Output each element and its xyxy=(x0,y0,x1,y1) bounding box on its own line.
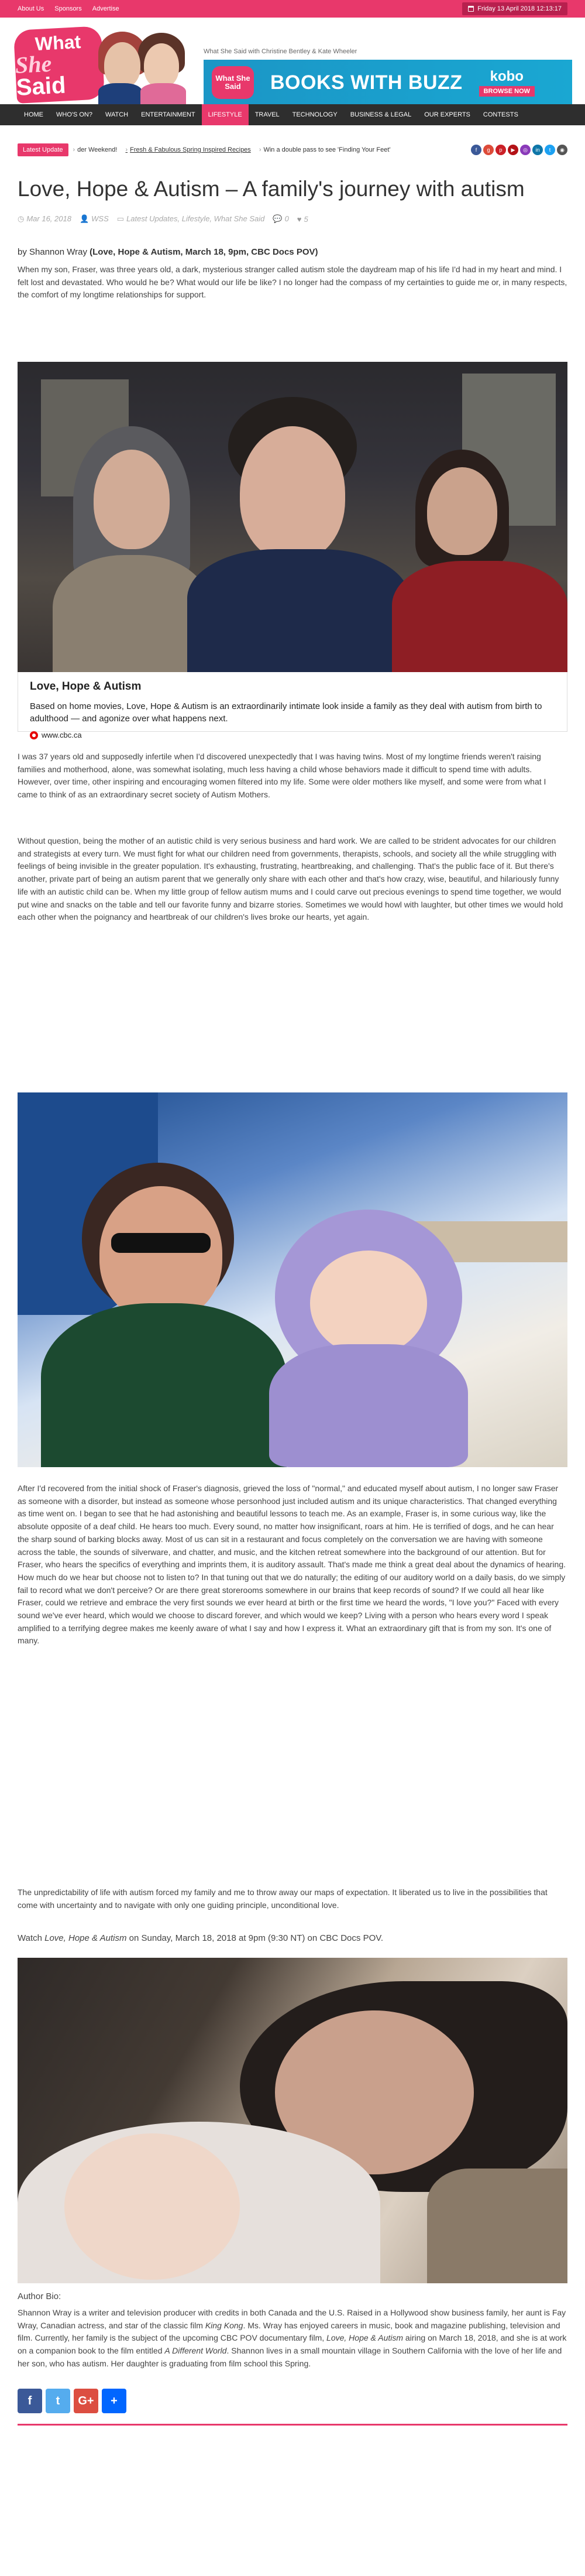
site-logo[interactable] xyxy=(13,26,105,104)
pinterest-icon[interactable]: p xyxy=(495,145,506,155)
more-share-icon[interactable]: + xyxy=(102,2389,126,2413)
watch-film-title: Love, Hope & Autism xyxy=(44,1933,127,1943)
instagram-icon[interactable]: ◎ xyxy=(520,145,531,155)
top-link-advertise[interactable]: Advertise xyxy=(92,5,119,12)
share-buttons xyxy=(18,2389,126,2413)
post-likes-count[interactable]: 5 xyxy=(304,214,308,224)
facebook-icon[interactable]: f xyxy=(471,145,481,155)
google-plus-share-icon[interactable]: G+ xyxy=(74,2389,98,2413)
bio-text-d: . Shannon lives in a small mountain village in Southern California with the love of her life and her son, who has autism. Her daughter is graduating from film school this Spring. xyxy=(18,2346,562,2368)
watch-line xyxy=(18,1932,567,1945)
cbc-link-card[interactable] xyxy=(18,672,567,739)
google-plus-icon[interactable]: g xyxy=(483,145,494,155)
clock-icon: ◷ xyxy=(18,214,25,223)
twitter-share-icon[interactable]: t xyxy=(46,2389,70,2413)
mother-child-snow-photo[interactable] xyxy=(18,1092,567,1467)
nav-item-lifestyle[interactable]: LIFESTYLE xyxy=(202,104,249,125)
bio-book-title: A Different World xyxy=(164,2346,227,2356)
logo-word-she: She xyxy=(14,50,53,78)
byline-details: (Love, Hope & Autism, March 18, 9pm, CBC Docs POV) xyxy=(90,247,318,257)
card-source-url[interactable]: www.cbc.ca xyxy=(42,731,82,739)
main-nav xyxy=(0,104,585,125)
rss-icon[interactable]: ◉ xyxy=(557,145,567,155)
banner-brand xyxy=(479,68,535,97)
paragraph-5: The unpredictability of life with autism forced my family and me to throw away our maps of expectation. It liberated us to live in the possibilities that come with uncertainty and to navigate with only one guiding principle, unconditional love. xyxy=(18,1888,548,1910)
watch-prefix: Watch xyxy=(18,1933,45,1943)
post-author[interactable] xyxy=(80,214,109,224)
linkedin-icon[interactable]: in xyxy=(532,145,543,155)
post-date xyxy=(18,214,71,224)
twitter-icon[interactable]: t xyxy=(545,145,555,155)
browse-now-button[interactable]: BROWSE NOW xyxy=(479,86,535,97)
social-icons xyxy=(471,145,567,155)
paragraph-4: After I'd recovered from the initial shock of Fraser's diagnosis, grieved the loss of "normal," and educated myself about autism, I no longer saw Fraser as someone with a disorder, but instead as someone whose personhood just included autism and its unique characteristics. That changed everything as time went on. I began to see that he had astonishing and beautiful lessons to teach me. As an example, Fraser is, in some curious way, like the absolute opposite of a deaf child. He hears too much. Every sound, no matter how insignificant, roars at him. He is terrified of dogs, and he can hear the sharp sound of barking blocks away. Most of us can sit in a restaurant and focus completely on the conversation we are having with someone across the table, the sounds of silverware, and chatter, and music, and the kitchen retreat somewhere into the background of our attention. But for Fraser, who hears the specifics of everything and imprints them, it is auditory assault. That's made me think a great deal about the dynamics of hearing. How much do we hear but choose not to listen to? In that tuning out that we do naturally; the editing of our auditory world on a daily basis, do we simply fail to record what we don't perceive? Or are there great storerooms somewhere in our brains that keep records of sound? If we could all hear like Fraser, could we retrieve and embrace the very first sounds we ever heard at birth or the first time we heard the words, "I love you?" Faced with every sound we've ever heard, which would we choose to discard forever, and which would we keep? Living with a person who hears every word I speak amplified to a terrifying degree makes me keenly aware of what I say and how I express it. What an extraordinary gift that is from my son. It's one of many. xyxy=(18,1484,566,1646)
latest-update-label: Latest Update xyxy=(18,143,68,156)
logo-word-said: Said xyxy=(15,71,67,101)
article-byline xyxy=(18,247,318,257)
logo-word-what: What xyxy=(35,30,81,54)
facebook-share-icon[interactable]: f xyxy=(18,2389,42,2413)
top-link-sponsors[interactable]: Sponsors xyxy=(54,5,82,12)
nav-item-contests[interactable]: CONTESTS xyxy=(483,111,518,118)
comment-icon: 💬 xyxy=(273,214,283,223)
card-title[interactable]: Love, Hope & Autism xyxy=(30,680,142,693)
hosts-photo xyxy=(98,32,186,104)
bio-text-c: airing on March 18, 2018, and she is at work on a companion book to the film entitled xyxy=(18,2333,567,2356)
kobo-banner-ad[interactable] xyxy=(204,60,572,105)
top-link-about[interactable]: About Us xyxy=(18,5,44,12)
latest-updates-ticker xyxy=(18,143,567,157)
author-bio xyxy=(18,2307,567,2371)
watch-suffix: on Sunday, March 18, 2018 at 9pm (9:30 NT) on CBC Docs POV. xyxy=(126,1933,384,1943)
nav-item-watch[interactable]: WATCH xyxy=(105,111,129,118)
bio-heading: Author Bio: xyxy=(18,2291,61,2301)
nav-item-our-experts[interactable]: OUR EXPERTS xyxy=(424,111,470,118)
folder-icon: ▭ xyxy=(116,214,125,223)
post-comments-count[interactable]: 0 xyxy=(284,214,289,223)
user-icon: 👤 xyxy=(79,214,90,223)
paragraph-3: Without question, being the mother of an autistic child is very serious business and hard work. We are called to be strident advocates for our children and strategists at every turn. We must fight for what our children need from governments, therapists, schools, and society all the while struggling with feelings of being invisible in the greater population. It's exhausting, frustrating, heartbreaking, and challenging. That's the public face of it. But there's another, private part of being an autism parent that we generally only share with each other and that's how crazy, wise, beautiful, and hilariously funny life with an autistic child can be. When my little group of fellow autism mums and I could carve out precious evenings to spend time together, we would put wine and snacks on the table and tell our favorite funny and bizarre stories. Sometimes we would howl with laughter, but other times we would hold each other when the poignancy and heartbreak of our children's lives broke our hearts, yet again. xyxy=(18,836,563,922)
nav-item-business-legal[interactable]: BUSINESS & LEGAL xyxy=(350,111,412,118)
cbc-icon xyxy=(30,731,38,739)
youtube-icon[interactable]: ▶ xyxy=(508,145,518,155)
nav-item-technology[interactable]: TECHNOLOGY xyxy=(292,111,338,118)
byline-author: by Shannon Wray xyxy=(18,247,90,257)
calendar-icon xyxy=(468,6,474,12)
nav-item-travel[interactable]: TRAVEL xyxy=(254,111,280,118)
ticker-item[interactable]: › der Weekend! xyxy=(73,146,118,153)
post-author-text[interactable]: WSS xyxy=(91,214,109,223)
ticker-items xyxy=(73,146,391,153)
site-tagline: What She Said with Christine Bentley & Kate Wheeler xyxy=(204,48,357,55)
article-meta xyxy=(18,214,308,224)
post-categories[interactable] xyxy=(117,214,265,224)
post-comments[interactable] xyxy=(273,214,288,224)
bio-text-b: . Ms. Wray has enjoyed careers in music, book and magazine publishing, television and film. Currently, her family is the subject of the upcoming CBC POV documentary film, xyxy=(18,2320,560,2343)
post-categories-text[interactable]: Latest Updates, Lifestyle, What She Said xyxy=(126,214,265,223)
bio-doc-title: Love, Hope & Autism xyxy=(326,2333,404,2343)
post-likes[interactable] xyxy=(297,215,308,224)
post-date-text: Mar 16, 2018 xyxy=(26,214,71,223)
logo-word-she-said xyxy=(15,50,105,99)
banner-headline: BOOKS WITH BUZZ xyxy=(270,71,463,94)
date-badge xyxy=(462,2,567,15)
kobo-logo: kobo xyxy=(490,68,524,84)
ticker-item[interactable]: › Win a double pass to see 'Finding Your Feet' xyxy=(259,146,391,153)
article-title: Love, Hope & Autism – A family's journey with autism xyxy=(18,177,525,201)
top-bar xyxy=(0,0,585,18)
nav-item-home[interactable]: HOME xyxy=(24,111,43,118)
top-links xyxy=(18,5,125,12)
bio-film: King Kong xyxy=(205,2320,243,2330)
paragraph-1: When my son, Fraser, was three years old, a dark, mysterious stranger called autism stole the daydream map of his life I'd had in my heart and mind. I felt lost and devastated. Who would he be? What would our life be like? I no longer had the compass of my certainties to guide me or, in many respects, the comfort of my longtime relationships for support. xyxy=(18,265,567,300)
nav-item-whos-on[interactable]: WHO'S ON? xyxy=(56,111,92,118)
banner-logo: What She Said xyxy=(212,66,254,99)
nav-item-entertainment[interactable]: ENTERTAINMENT xyxy=(141,111,195,118)
date-text: Friday 13 April 2018 12:13:17 xyxy=(477,5,562,12)
paragraph-2: I was 37 years old and supposedly infertile when I'd discovered unexpectedly that I was having twins. Most of my longtime friends weren't raising families and motherhood, alone, was somewhat isolating, much less having a child whose behaviors made it difficult to spend time with adults. However, over time, other inspiring and encouraging women filtered into my life. Some were older mothers like myself, and some were from what I came to think of as an extraordinary secret society of Autism Mothers. xyxy=(18,752,546,800)
family-photo[interactable] xyxy=(18,362,567,672)
ticker-item[interactable]: › Fresh & Fabulous Spring Inspired Recipes xyxy=(125,146,250,153)
footer-divider xyxy=(18,2424,567,2426)
card-source[interactable] xyxy=(30,731,555,739)
site-header xyxy=(0,18,585,104)
mother-baby-photo[interactable] xyxy=(18,1958,567,2283)
heart-icon: ♥ xyxy=(297,214,302,224)
bio-text-a: Shannon Wray is a writer and television producer with credits in both Canada and the U.S. Raised in a Hollywood show business family, her aunt is Fay Wray, Canadian actress, and star of the classic film xyxy=(18,2308,566,2330)
card-description: Based on home movies, Love, Hope & Autism is an extraordinarily intimate look inside a family as they deal with autism from birth to adulthood — and agonize over what happens next. xyxy=(30,701,542,724)
